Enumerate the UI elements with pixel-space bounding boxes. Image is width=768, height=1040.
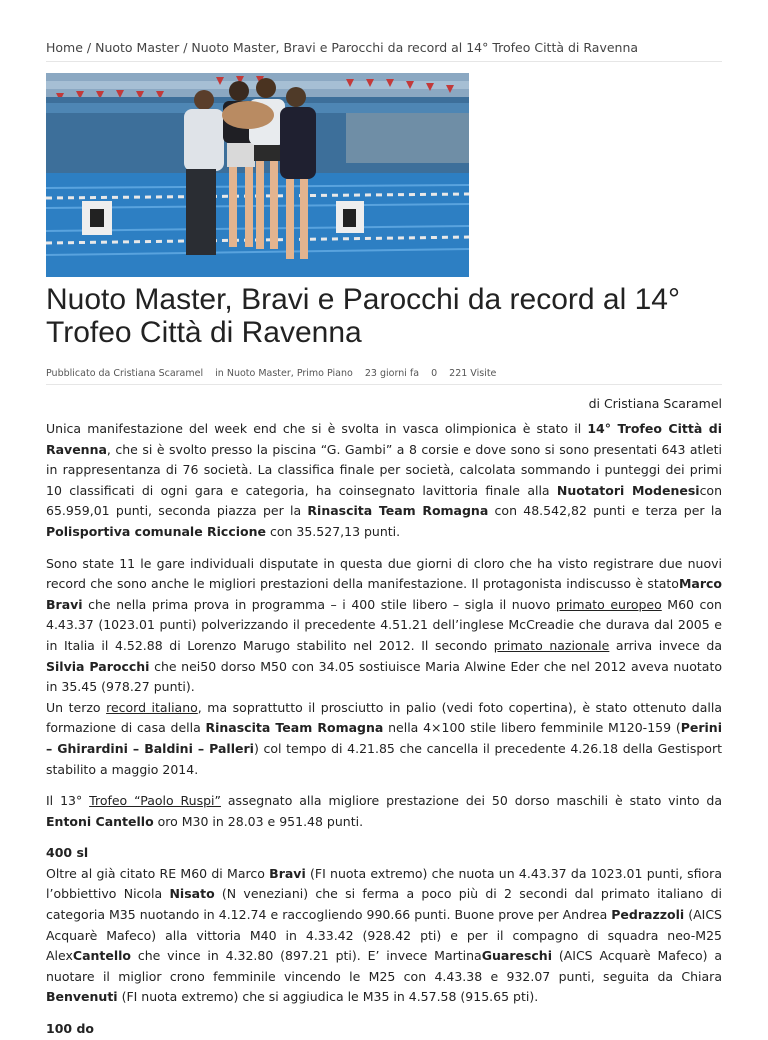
view-count: 221 Visite: [449, 368, 497, 379]
breadcrumb: [46, 40, 638, 55]
divider: [46, 384, 722, 385]
comment-count[interactable]: 0: [431, 368, 438, 379]
categories-link[interactable]: in Nuoto Master, Primo Piano: [215, 368, 353, 379]
article-meta: [46, 368, 505, 379]
article-body: [46, 419, 722, 1040]
breadcrumb-separator: /: [179, 40, 192, 55]
link-primato-nazionale[interactable]: primato nazionale: [493, 637, 610, 653]
breadcrumb-section-link[interactable]: Nuoto Master: [95, 40, 180, 55]
author-byline: di Cristiana Scaramel: [588, 396, 722, 411]
section-heading-100do: 100 do: [46, 1021, 94, 1037]
featured-photo: [46, 73, 469, 277]
paragraph: Unica manifestazione del week end che si è svolta in vasca olimpionica è stato il 14° Trofeo Città di Ravenna, che si è svolto presso la piscina “G. Gambi” a 8 corsie e dove sono si sono presentati 643 atleti in rappresentanza di 76 società. La classifica finale per società, calcolata sommando i punteggi dei primi 10 classificati di ogni gara e categoria, ha coinsegnato lavittoria finale alla Nuotatori Modenesicon 65.959,01 punti, seconda piazza per la Rinascita Team Romagna con 48.542,82 punti e terza per la Polisportiva comunale Riccione con 35.527,13 punti.: [46, 421, 723, 539]
link-primato-europeo[interactable]: primato europeo: [555, 596, 662, 612]
breadcrumb-home-link[interactable]: Home: [46, 40, 83, 55]
featured-photo-illustration: [46, 73, 469, 277]
breadcrumb-separator: /: [82, 40, 96, 55]
paragraph: Il 13° Trofeo “Paolo Ruspi” assegnato alla migliore prestazione dei 50 dorso maschili è stato vinto da Entoni Cantello oro M30 in 28.03 e 951.48 punti.: [46, 793, 722, 829]
post-date: 23 giorni fa: [364, 368, 420, 379]
link-trofeo-ruspi[interactable]: Trofeo “Paolo Ruspi”: [89, 793, 221, 809]
link-record-italiano[interactable]: record italiano: [106, 699, 198, 715]
article-title: Nuoto Master, Bravi e Parocchi da record al 14° Trofeo Città di Ravenna: [46, 283, 680, 349]
breadcrumb-current: Nuoto Master, Bravi e Parocchi da record al 14° Trofeo Città di Ravenna: [191, 40, 639, 55]
published-by: Pubblicato da Cristiana Scaramel: [46, 368, 204, 379]
divider: [46, 61, 722, 62]
section-heading-400sl: 400 sl: [46, 845, 89, 861]
paragraph: Oltre al già citato RE M60 di Marco Bravi (FI nuota extremo) che nuota un 4.43.37 da 1023.01 punti, sfiora l’obbiettivo Nicola Nisato (N veneziani) che si ferma a poco più di 2 secondi dal primato italiano di categoria M35 nuotando in 4.12.74 e raccogliendo 990.66 punti. Buone prove per Andrea Pedrazzoli (AICS Acquarè Mafeco) alla vittoria M40 in 4.33.42 (928.42 pti) e per il compagno di squadra neo-M25 AlexCantello che vince in 4.32.80 (897.21 pti). E’ invece MartinaGuareschi (AICS Acquarè Mafeco) a nuotare il miglior crono femminile vincendo le M25 con 4.43.38 e 932.07 punti, seguita da Chiara Benvenuti (FI nuota extremo) che si aggiudica le M35 in 4.57.58 (915.65 pti).: [46, 865, 723, 1005]
paragraph: Sono state 11 le gare individuali disputate in questa due giorni di cloro che ha visto registrare due nuovi record che sono anche le migliori prestazioni della manifestazione. Il protagonista indiscusso è statoMarco Bravi che nella prima prova in programma – i 400 stile libero – sigla il nuovo primato europeo M60 con 4.43.37 (1023.01 punti) polverizzando il precedente 4.51.21 dell’inglese McCreadie che durava dal 2005 e in Italia il 4.52.88 di Lorenzo Marugo stabilito nel 2012. Il secondo primato nazionale arriva invece da Silvia Parocchi che nei50 dorso M50 con 34.05 sostiuisce Maria Alwine Eder che nel 2012 aveva nuotato in 35.45 (978.27 punti). Un terzo record italiano, ma soprattutto il prosciutto in palio (vedi foto copertina), è stato ottenuto dalla formazione di casa della Rinascita Team Romagna nella 4×100 stile libero femminile M120-159 (Perini – Ghirardini – Baldini – Palleri) col tempo di 4.21.85 che cancella il precedente 4.26.18 della Gestisport stabilito a maggio 2014.: [46, 555, 722, 777]
